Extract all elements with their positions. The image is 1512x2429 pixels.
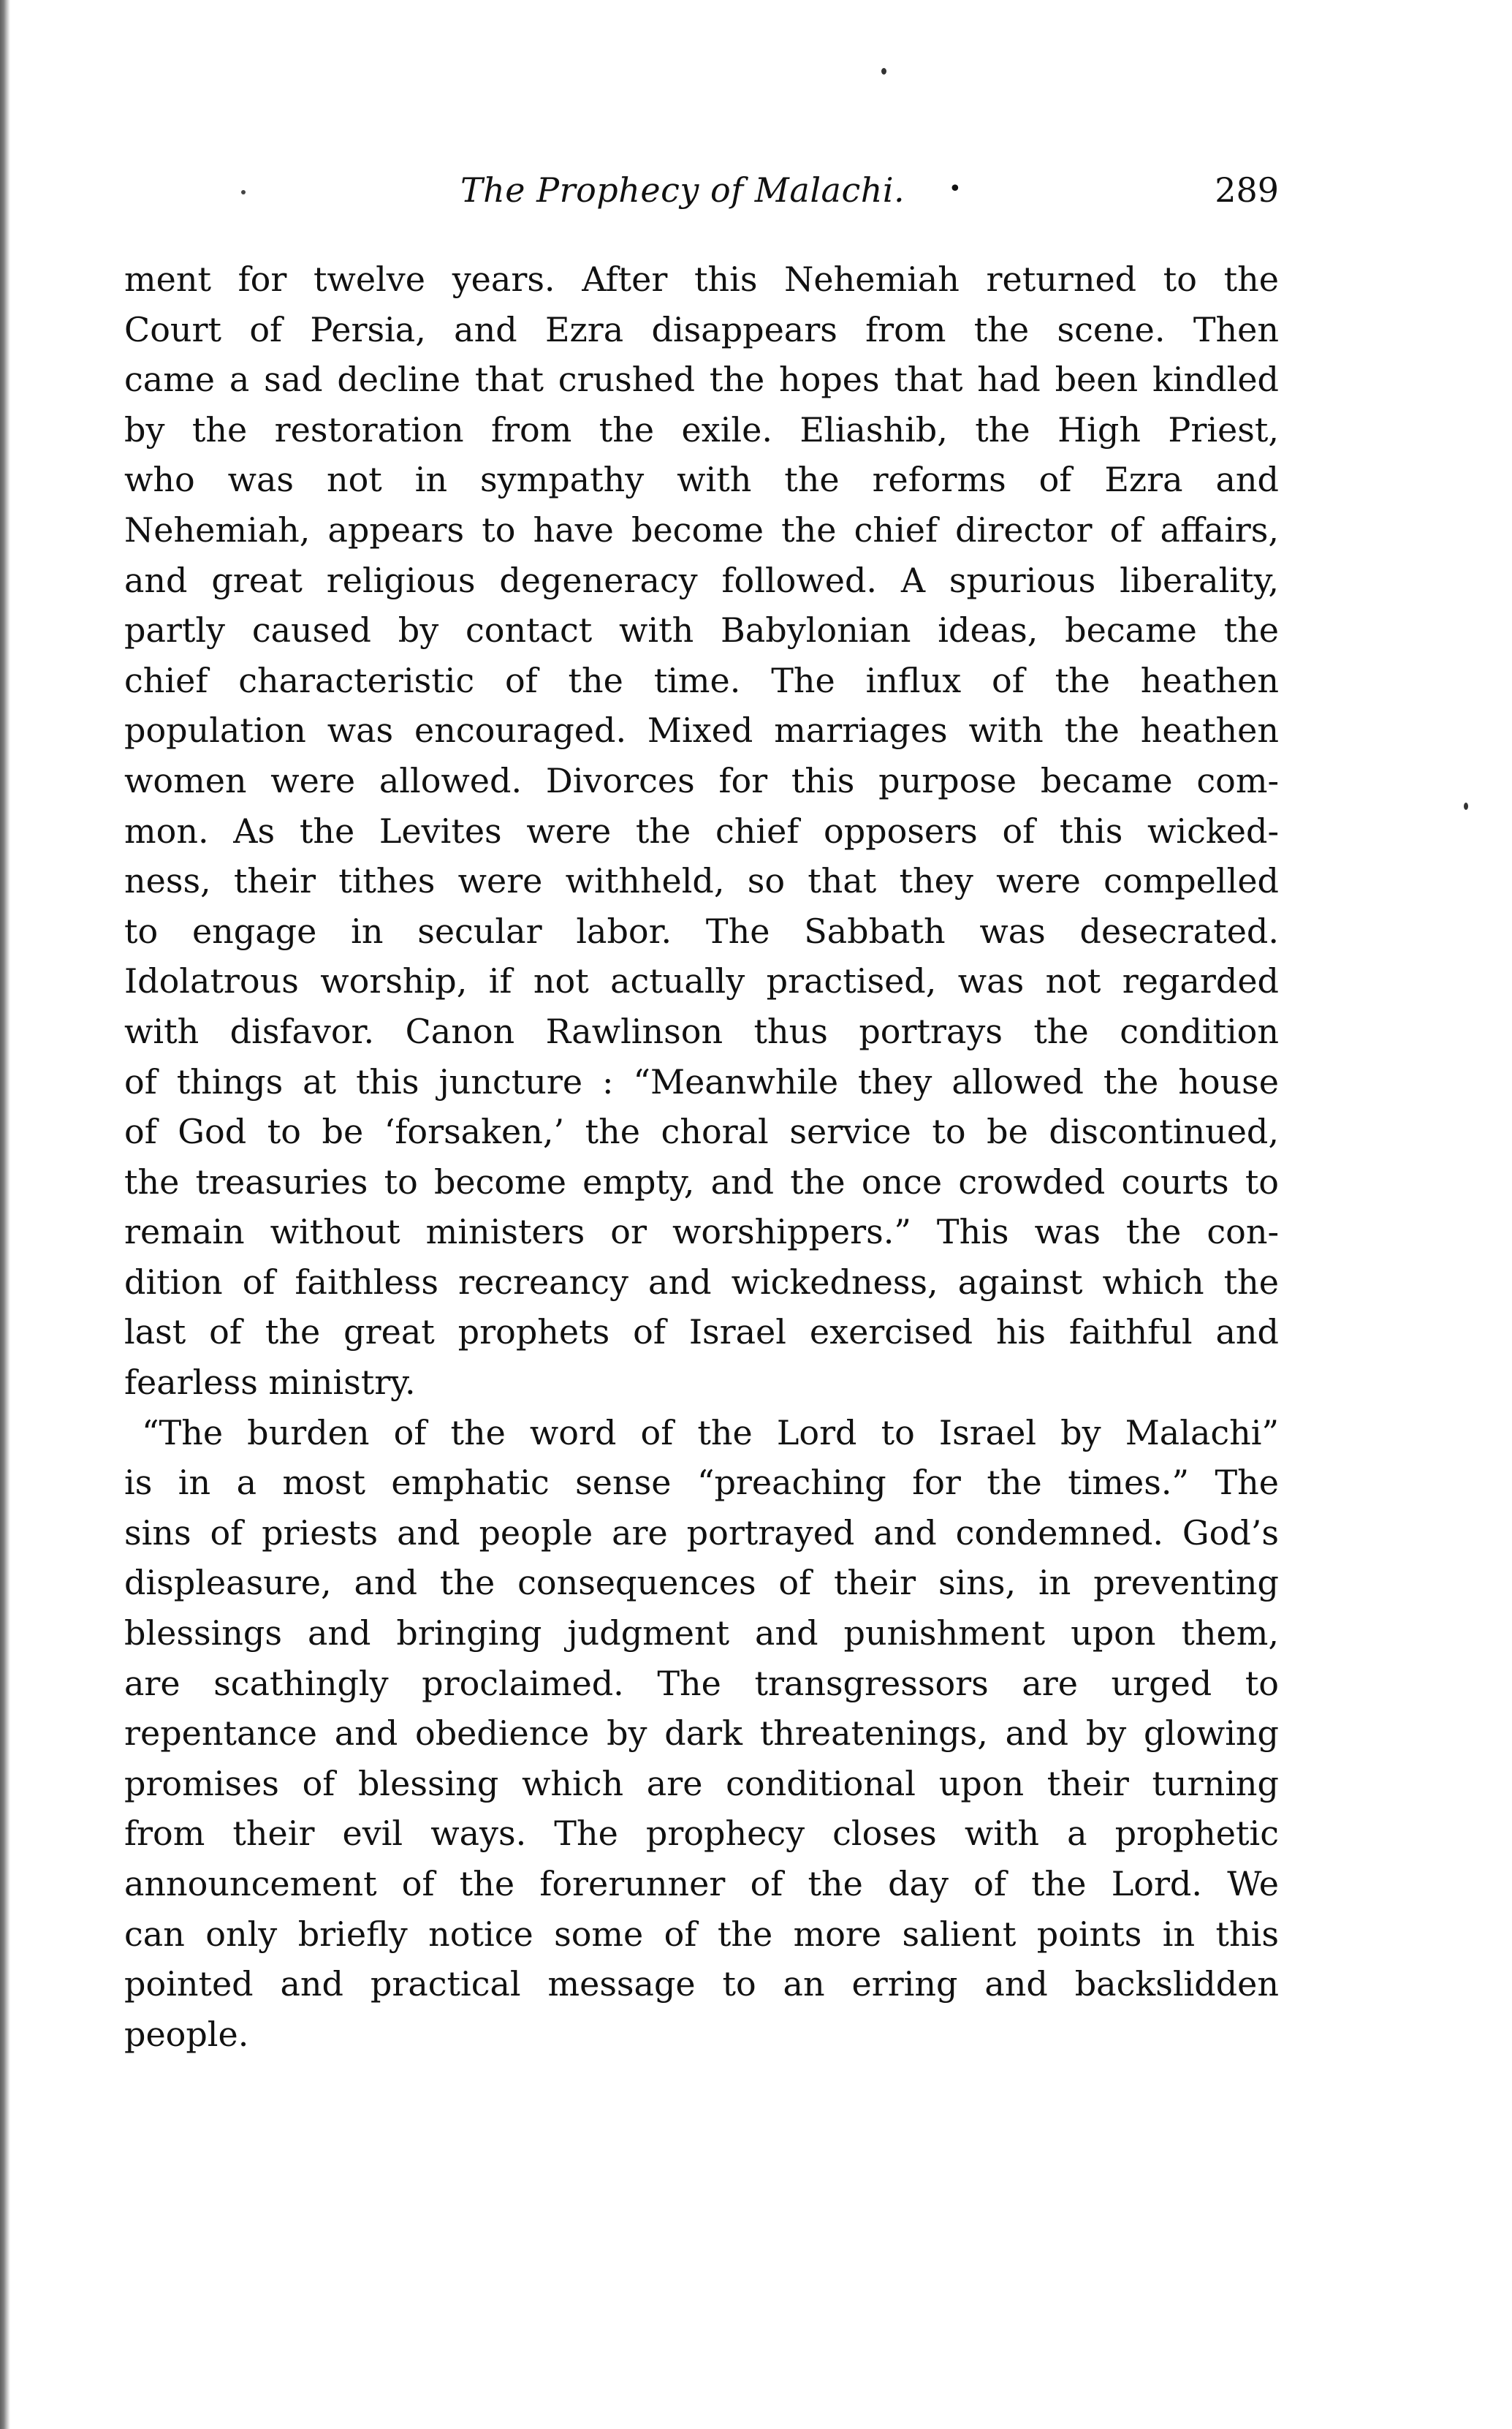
head-dot <box>241 190 246 194</box>
text-line: remain without ministers or worshippers.” This was the con- <box>124 1212 1279 1252</box>
text-line: ness, their tithes were withheld, so that they were compelled <box>124 861 1279 901</box>
ink-speck <box>1464 803 1468 810</box>
text-line: of things at this juncture : “Meanwhile they allowed the house <box>124 1061 1279 1102</box>
text-line: mon. As the Levites were the chief opposers of this wicked- <box>124 811 1279 851</box>
page-number: 289 <box>1215 170 1279 210</box>
paragraph-end-line: fearless ministry. <box>124 1363 416 1403</box>
text-line: announcement of the forerunner of the day of the Lord. We <box>124 1864 1279 1903</box>
text-line: partly caused by contact with Babylonian ideas, became the <box>124 610 1279 651</box>
text-line: by the restoration from the exile. Eliashib, the High Priest, <box>124 409 1279 450</box>
text-line: of God to be ‘forsaken,’ the choral service to be discontinued, <box>124 1112 1279 1152</box>
text-line: Court of Persia, and Ezra disappears from the scene. Then <box>124 309 1279 349</box>
text-line: sins of priests and people are portrayed and condemned. God’s <box>124 1512 1279 1553</box>
text-line: repentance and obedience by dark threatenings, and by glowing <box>124 1713 1279 1754</box>
text-line: can only briefly notice some of the more salient points in this <box>124 1914 1279 1954</box>
text-line: the treasuries to become empty, and the once crowded courts to <box>124 1162 1279 1202</box>
paragraph-end-line: people. <box>124 2014 249 2054</box>
text-line: who was not in sympathy with the reforms of Ezra and <box>124 460 1279 500</box>
text-line: chief characteristic of the time. The influx of the heathen <box>124 660 1279 700</box>
text-line: displeasure, and the consequences of their sins, in preventing <box>124 1563 1279 1603</box>
text-line: and great religious degeneracy followed. A spurious liberality, <box>124 560 1279 600</box>
text-line: to engage in secular labor. The Sabbath was desecrated. <box>124 911 1279 951</box>
text-line: population was encouraged. Mixed marriages with the heathen <box>124 710 1279 751</box>
ink-speck <box>881 68 886 75</box>
text-line: from their evil ways. The prophecy closes with a prophetic <box>124 1814 1279 1854</box>
text-line: women were allowed. Divorces for this purpose became com- <box>124 760 1279 800</box>
text-line: Nehemiah, appears to have become the chief director of affairs, <box>124 509 1279 550</box>
text-line: blessings and bringing judgment and punishment upon them, <box>124 1613 1279 1653</box>
running-head <box>124 168 1279 227</box>
text-line: came a sad decline that crushed the hopes that had been kindled <box>124 360 1279 400</box>
text-line: with disfavor. Canon Rawlinson thus portrays the condition <box>124 1011 1279 1051</box>
text-line: last of the great prophets of Israel exercised his faithful and <box>124 1312 1279 1352</box>
text-line: pointed and practical message to an erring and backslidden <box>124 1964 1279 2004</box>
text-line: promises of blessing which are conditional upon their turning <box>124 1763 1279 1803</box>
binding-edge <box>0 0 10 2429</box>
text-line: dition of faithless recreancy and wickedness, against which the <box>124 1262 1279 1302</box>
text-line: are scathingly proclaimed. The transgressors are urged to <box>124 1663 1279 1703</box>
text-line: is in a most emphatic sense “preaching for the times.” The <box>124 1463 1279 1503</box>
text-line: ment for twelve years. After this Nehemiah returned to the <box>124 259 1279 299</box>
text-line: Idolatrous worship, if not actually practised, was not regarded <box>124 961 1279 1001</box>
paragraph-start-line: “The burden of the word of the Lord to Israel by Malachi” <box>142 1412 1279 1452</box>
running-head-mark: • <box>949 176 962 202</box>
body-text <box>124 254 1279 2059</box>
running-head-title: The Prophecy of Malachi. <box>460 170 905 210</box>
